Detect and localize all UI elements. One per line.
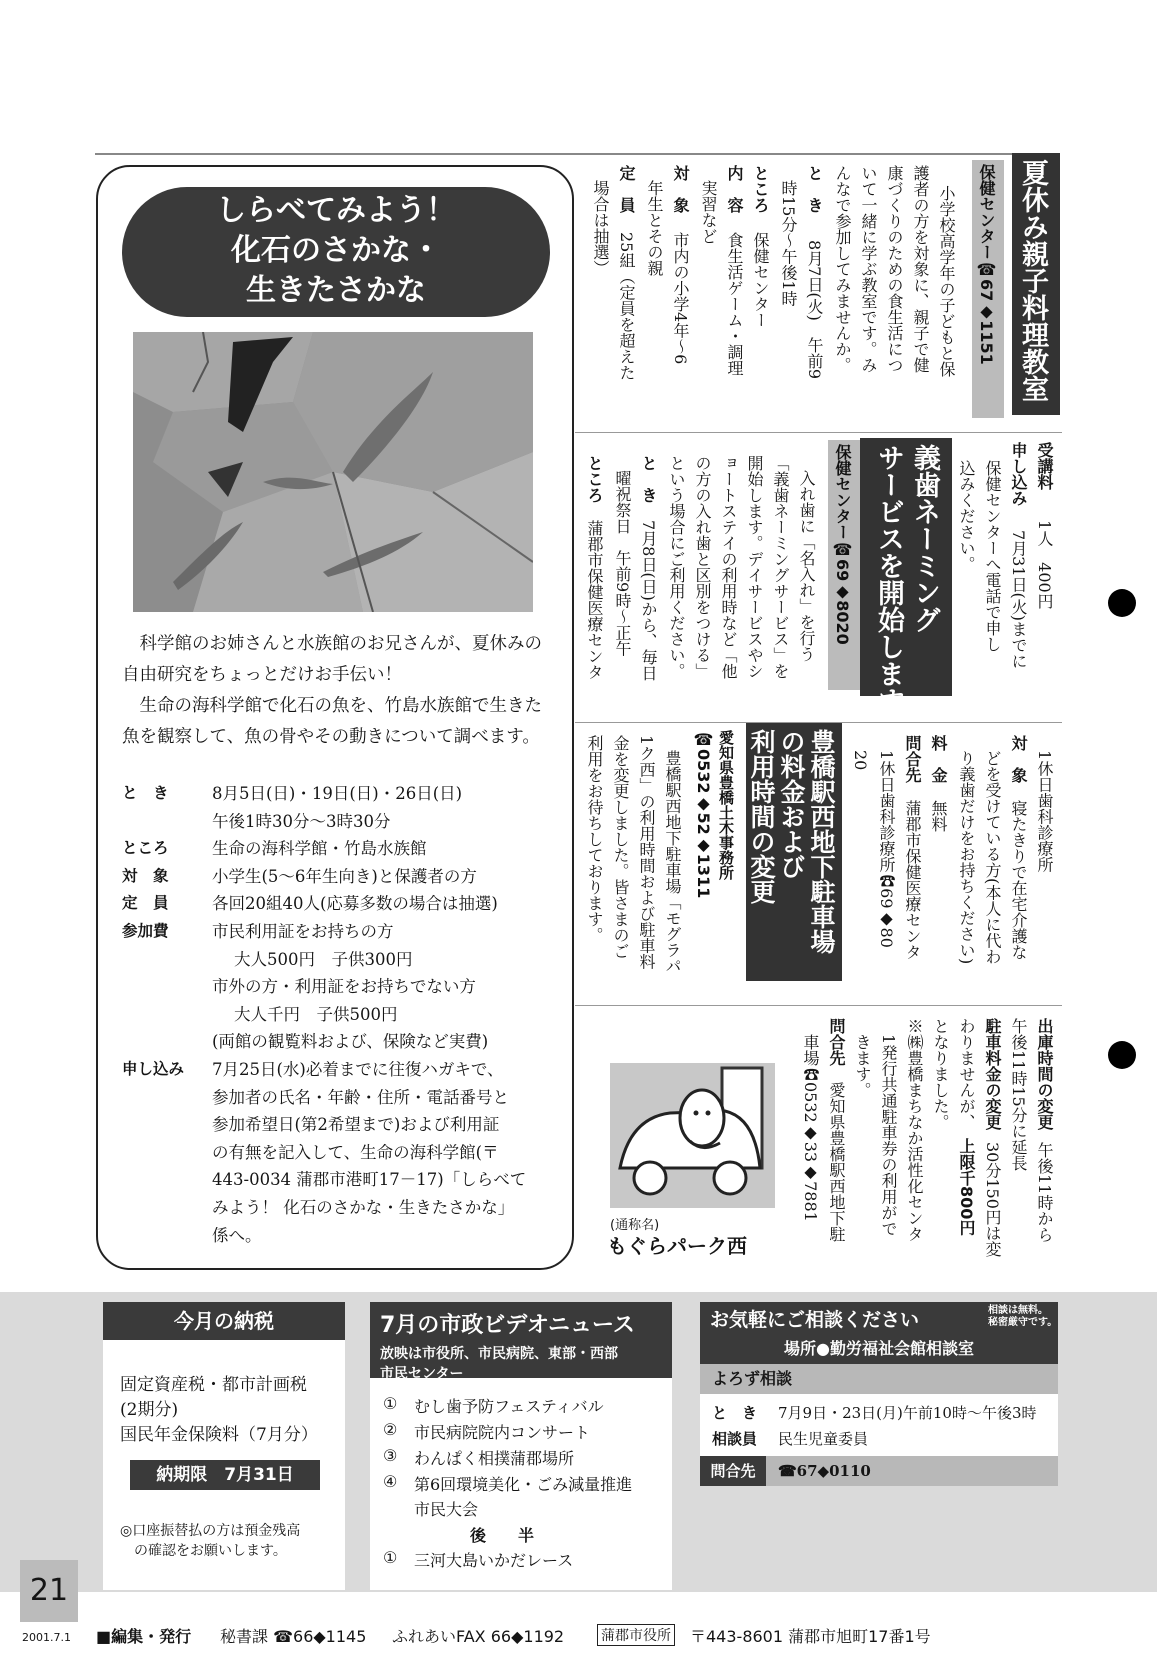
punch-hole-1 bbox=[1108, 589, 1136, 617]
fossil-row-apply bbox=[122, 1056, 562, 1249]
video-item-4: 第6回環境美化・ごみ減量推進 bbox=[414, 1475, 633, 1494]
fossil-apply-line-1: 7月25日(水)必着までに往復ハガキで、 bbox=[212, 1059, 504, 1079]
fossil-apply-line-7: 係へ。 bbox=[212, 1225, 262, 1245]
parking-caption-name: もぐらパーク西 bbox=[607, 1234, 747, 1258]
fossil-article bbox=[96, 165, 574, 1270]
fossil-when-time: 午後1時30分～3時30分 bbox=[212, 811, 391, 831]
cooking-apply: 7月31日(火)までに bbox=[1009, 530, 1028, 670]
fossil-apply-line-3: 参加希望日(第2希望まで)および利用証 bbox=[212, 1115, 500, 1135]
parking-hours-label: 出庫時間の変更 bbox=[1035, 1018, 1054, 1130]
cooking-capacity-2: 場合は抽選） bbox=[591, 180, 610, 276]
parking-hours-2: 午後11時15分に延長 bbox=[1009, 1018, 1028, 1171]
fossil-intro bbox=[122, 629, 552, 753]
dentures-body-6: という場合にご利用ください。 bbox=[667, 455, 686, 679]
fossil-fee-line-5: (両館の観覧料および、保険など実費) bbox=[212, 1032, 489, 1052]
fossil-where: 生命の海科学館・竹島水族館 bbox=[212, 839, 427, 859]
cooking-body-4: いて一緒に学ぶ教室です。み bbox=[859, 165, 878, 373]
parking-note: ※㈱豊橋まちなか活性化センタ bbox=[905, 1018, 924, 1242]
mole-car-icon bbox=[610, 1063, 775, 1208]
dentures-contact-3: 20 bbox=[851, 750, 870, 771]
dentures-title-1: 義歯ネーミング bbox=[909, 444, 940, 633]
fossil-intro-paragraph-1: 科学館のお姉さんと水族館のお兄さんが、夏休みの自由研究をちょっとだけお手伝い！ bbox=[122, 634, 542, 685]
consult-place: 場所●勤労福祉会館相談室 bbox=[700, 1334, 1058, 1364]
dentures-where-2: 1休日歯科診療所 bbox=[1035, 750, 1054, 873]
tax-item-3: 国民年金保険料（7月分） bbox=[120, 1425, 318, 1445]
cooking-content: 食生活ゲーム・調理 bbox=[725, 232, 744, 376]
cooking-apply-label: 申し込み bbox=[1009, 442, 1028, 506]
parking-fee: 30分150円は変 bbox=[983, 1142, 1002, 1257]
fossil-apply-line-2: 参加者の氏名・年齢・住所・電話番号と bbox=[212, 1087, 509, 1107]
cooking-capacity-label: 定 員 bbox=[617, 165, 636, 213]
footer-city: 蒲郡市役所 bbox=[597, 1624, 675, 1646]
dentures-when: 7月8日(日)から、毎日 bbox=[639, 520, 658, 681]
consult-header bbox=[700, 1302, 1058, 1334]
cooking-target: 市内の小学4年～6 bbox=[671, 232, 690, 365]
parking-fee-label: 駐車料金の変更 bbox=[983, 1018, 1002, 1130]
parking-contact-label: 問合先 bbox=[827, 1018, 846, 1066]
cooking-where-label: ところ bbox=[751, 165, 770, 213]
video-subtitle-1: 放映は市役所、市民病院、東部・西部 bbox=[380, 1346, 618, 1362]
fossil-title-line-1: しらべてみよう！ bbox=[216, 193, 456, 228]
dentures-title-2: サービスを開始します bbox=[873, 444, 904, 714]
video-title: 7月の市政ビデオニュース bbox=[380, 1313, 635, 1338]
cooking-apply-3: 込みください。 bbox=[957, 460, 976, 572]
video-header bbox=[370, 1302, 672, 1382]
video-item-b-num: ① bbox=[383, 1548, 398, 1567]
footer-edit: ■編集・発行 bbox=[96, 1627, 192, 1646]
fossil-fee-line-3: 市外の方・利用証をお持ちでない方 bbox=[212, 977, 476, 997]
fossil-target: 小学生(5～6年生向き)と保護者の方 bbox=[212, 866, 477, 886]
tax-item-2: (2期分) bbox=[120, 1400, 179, 1420]
dentures-contact-2: 1休日歯科診療所☎69◆80 bbox=[877, 750, 896, 948]
cooking-dept: 保健センター☎67◆1151 bbox=[972, 160, 1004, 418]
video-subtitle-2: 市民センター bbox=[380, 1366, 464, 1382]
cooking-body-1: 小学校高学年の子どもと保 bbox=[937, 185, 956, 377]
cooking-target-2: 年生とその親 bbox=[645, 180, 664, 276]
top-rule bbox=[95, 153, 1060, 155]
cooking-target-label: 対 象 bbox=[671, 165, 690, 213]
dentures-fee: 無料 bbox=[929, 800, 948, 832]
dentures-body-5: の方の入れ歯と区別をつける」 bbox=[693, 455, 712, 679]
cooking-content-label: 内 容 bbox=[725, 165, 744, 213]
parking-note-2: 1発行共通駐車券の利用がで bbox=[879, 1034, 898, 1237]
parking-dept-2: ☎0532◆52◆1311 bbox=[694, 730, 713, 899]
cooking-fee: 1人 400円 bbox=[1035, 520, 1054, 609]
fossil-label-apply: 申し込み bbox=[122, 1059, 185, 1078]
parking-caption-alias: (通称名) bbox=[610, 1218, 660, 1233]
dentures-where: 蒲郡市保健医療センタ bbox=[585, 520, 604, 680]
tax-deadline: 納期限 7月31日 bbox=[130, 1460, 320, 1490]
rule-1 bbox=[575, 432, 1062, 433]
fossil-info-list bbox=[122, 780, 562, 1249]
cooking-content-2: 実習など bbox=[699, 180, 718, 244]
consult-title: お気軽にご相談ください bbox=[710, 1309, 920, 1331]
fossil-label-target: 対 象 bbox=[122, 866, 169, 885]
consult-staff: 民生児童委員 bbox=[778, 1430, 869, 1448]
cooking-body-2: 護者の方を対象に、親子で健 bbox=[911, 165, 930, 373]
cooking-when-2: 時15分～午後1時 bbox=[779, 180, 798, 307]
fossil-label-fee: 参加費 bbox=[122, 921, 169, 940]
consult-section: よろず相談 bbox=[700, 1364, 1058, 1394]
video-item-b: 三河大島いかだレース bbox=[414, 1551, 574, 1570]
dentures-body-3: 開始します。デイサービスやシ bbox=[745, 455, 764, 679]
footer-date: 2001.7.1 bbox=[22, 1631, 71, 1644]
video-item-4-num: ④ bbox=[383, 1472, 398, 1491]
fossil-photo bbox=[133, 332, 533, 612]
cooking-body-3: 康づくりのための食生活につ bbox=[885, 165, 904, 373]
dentures-when-2: 曜祝祭日 午前9時～正午 bbox=[613, 470, 632, 657]
parking-note-3: きます。 bbox=[853, 1034, 872, 1098]
video-item-2: 市民病院院内コンサート bbox=[414, 1423, 591, 1442]
fossil-row-capacity bbox=[122, 890, 562, 918]
fossil-row-where bbox=[122, 835, 562, 863]
tax-note-1: ◎口座振替払の方は預金残高 bbox=[120, 1523, 301, 1539]
dentures-body-4: ョートステイの利用時など「他 bbox=[719, 455, 738, 679]
fossil-capacity: 各回20組40人(応募多数の場合は抽選) bbox=[212, 894, 498, 914]
fossil-fee-line-1: 市民利用証をお持ちの方 bbox=[212, 921, 394, 941]
parking-fee-2: わりませんが、 bbox=[957, 1018, 976, 1130]
footer-secretary: 秘書課 ☎66◆1145 bbox=[220, 1627, 367, 1646]
consult-note-1: 相談は無料。 bbox=[988, 1305, 1048, 1316]
fossil-row-target bbox=[122, 863, 562, 891]
parking-title-1: 豊橋駅西地下駐車場 bbox=[807, 729, 836, 954]
dentures-fee-label: 料 金 bbox=[929, 735, 948, 783]
cooking-title: 夏休み親子料理教室 bbox=[1012, 153, 1060, 415]
footer-address: 〒443-8601 蒲郡市旭町17番1号 bbox=[690, 1627, 931, 1646]
dentures-target-2: どを受けている方(本人に代わ bbox=[983, 750, 1002, 965]
parking-body-1: 豊橋駅西地下駐車場「モグラパ bbox=[663, 750, 682, 974]
fossil-title-line-2: 化石のさかな・ bbox=[231, 233, 441, 268]
fossil-intro-paragraph-2: 生命の海科学館で化石の魚を、竹島水族館で生きた魚を観察して、魚の骨やその動きについて調べます。 bbox=[122, 696, 542, 747]
cooking-capacity: 25組（定員を超えた bbox=[617, 232, 636, 381]
parking-dept-1: 愛知県豊橋土木事務所 bbox=[717, 730, 735, 880]
dentures-target: 寝たきりで在宅介護な bbox=[1009, 800, 1028, 960]
parking-hours: 午後11時から bbox=[1035, 1142, 1054, 1243]
dentures-where-label: ところ bbox=[585, 455, 604, 503]
parking-title-2: の料金および bbox=[777, 729, 806, 879]
fossil-row-fee bbox=[122, 918, 562, 1056]
footer-fax: ふれあいFAX 66◆1192 bbox=[392, 1627, 565, 1646]
cooking-apply-2: 保健センターへ電話で申し bbox=[983, 460, 1002, 652]
video-item-4-cont: 市民大会 bbox=[414, 1500, 479, 1519]
parking-title-3: 利用時間の変更 bbox=[747, 729, 776, 904]
dentures-when-label: と き bbox=[639, 455, 658, 503]
consult-contact: ☎67◆0110 bbox=[778, 1462, 871, 1480]
cooking-when-label: と き bbox=[805, 165, 824, 213]
rule-3 bbox=[575, 1005, 1062, 1006]
dentures-title bbox=[860, 438, 952, 714]
parking-body-3: 金を変更しました。皆さまのご bbox=[611, 735, 630, 959]
fossil-apply-line-6: みよう！ 化石のさかな・生きたさかな」 bbox=[212, 1197, 515, 1217]
cooking-body-5: んなで参加してみませんか。 bbox=[833, 165, 852, 373]
dentures-target-label: 対 象 bbox=[1009, 735, 1028, 783]
cooking-where: 保健センター bbox=[751, 232, 770, 328]
video-item-1: むし歯予防フェスティバル bbox=[414, 1397, 604, 1416]
tax-item-1: 固定資産税・都市計画税 bbox=[120, 1375, 307, 1395]
fossil-title-banner bbox=[122, 187, 550, 317]
parking-body-4: 利用をお待ちしております。 bbox=[585, 735, 604, 943]
tax-title: 今月の納税 bbox=[103, 1302, 345, 1340]
fossil-title-line-3: 生きたさかな bbox=[246, 273, 426, 308]
video-second-half: 後 半 bbox=[470, 1526, 535, 1545]
fossil-label-capacity: 定 員 bbox=[122, 894, 169, 913]
fossil-when-dates: 8月5日(日)・19日(日)・26日(日) bbox=[212, 784, 463, 803]
consult-note-2: 秘密厳守です。 bbox=[988, 1317, 1058, 1328]
dentures-contact: 蒲郡市保健医療センタ bbox=[903, 800, 922, 960]
dentures-body-2: 「義歯ネーミングサービス」を bbox=[771, 455, 790, 679]
fossil-fee-line-2: 大人500円 子供300円 bbox=[234, 949, 413, 969]
parking-contact-2: 車場☎0532◆33◆7881 bbox=[801, 1034, 820, 1222]
cooking-fee-label: 受講料 bbox=[1035, 442, 1054, 490]
fossil-apply-line-4: の有無を記入して、生命の海科学館(〒 bbox=[212, 1142, 499, 1162]
punch-hole-2 bbox=[1108, 1041, 1136, 1069]
parking-contact: 愛知県豊橋駅西地下駐 bbox=[827, 1082, 846, 1242]
consult-contact-label: 問合先 bbox=[700, 1456, 766, 1486]
video-item-1-num: ① bbox=[383, 1394, 398, 1413]
parking-fee-3: 上限千800円 bbox=[957, 1138, 976, 1236]
page-number: 21 bbox=[20, 1560, 78, 1622]
tax-note-2: の確認をお願いします。 bbox=[134, 1543, 287, 1559]
dentures-dept: 保健センター☎69◆8020 bbox=[828, 440, 860, 690]
dentures-target-3: り義歯だけをお持ちください) bbox=[957, 750, 976, 965]
parking-fee-4: となりました。 bbox=[931, 1018, 950, 1130]
video-item-3-num: ③ bbox=[383, 1446, 398, 1465]
consult-note bbox=[988, 1305, 1057, 1329]
video-item-2-num: ② bbox=[383, 1420, 398, 1439]
fossil-apply-line-5: 443-0034 蒲郡市港町17－17)「しらべて bbox=[212, 1170, 527, 1190]
consult-staff-label: 相談員 bbox=[712, 1430, 758, 1448]
dentures-body-1: 入れ歯に「名入れ」を行う bbox=[797, 470, 816, 662]
dentures-contact-label: 問合先 bbox=[903, 735, 922, 783]
fossil-label-when: と き bbox=[122, 784, 169, 802]
fossil-fee-line-4: 大人千円 子供500円 bbox=[234, 1004, 398, 1024]
cooking-when: 8月7日(火) 午前9 bbox=[805, 240, 824, 380]
parking-body-2: 1ク西」の利用時間および駐車料 bbox=[637, 735, 656, 970]
parking-title bbox=[746, 723, 842, 981]
fossil-row-when bbox=[122, 780, 562, 835]
video-item-3: わんぱく相撲蒲郡場所 bbox=[414, 1449, 575, 1468]
consult-when: 7月9日・23日(月)午前10時～午後3時 bbox=[778, 1404, 1037, 1422]
fossil-label-where: ところ bbox=[122, 839, 169, 858]
consult-when-label: と き bbox=[712, 1404, 758, 1422]
